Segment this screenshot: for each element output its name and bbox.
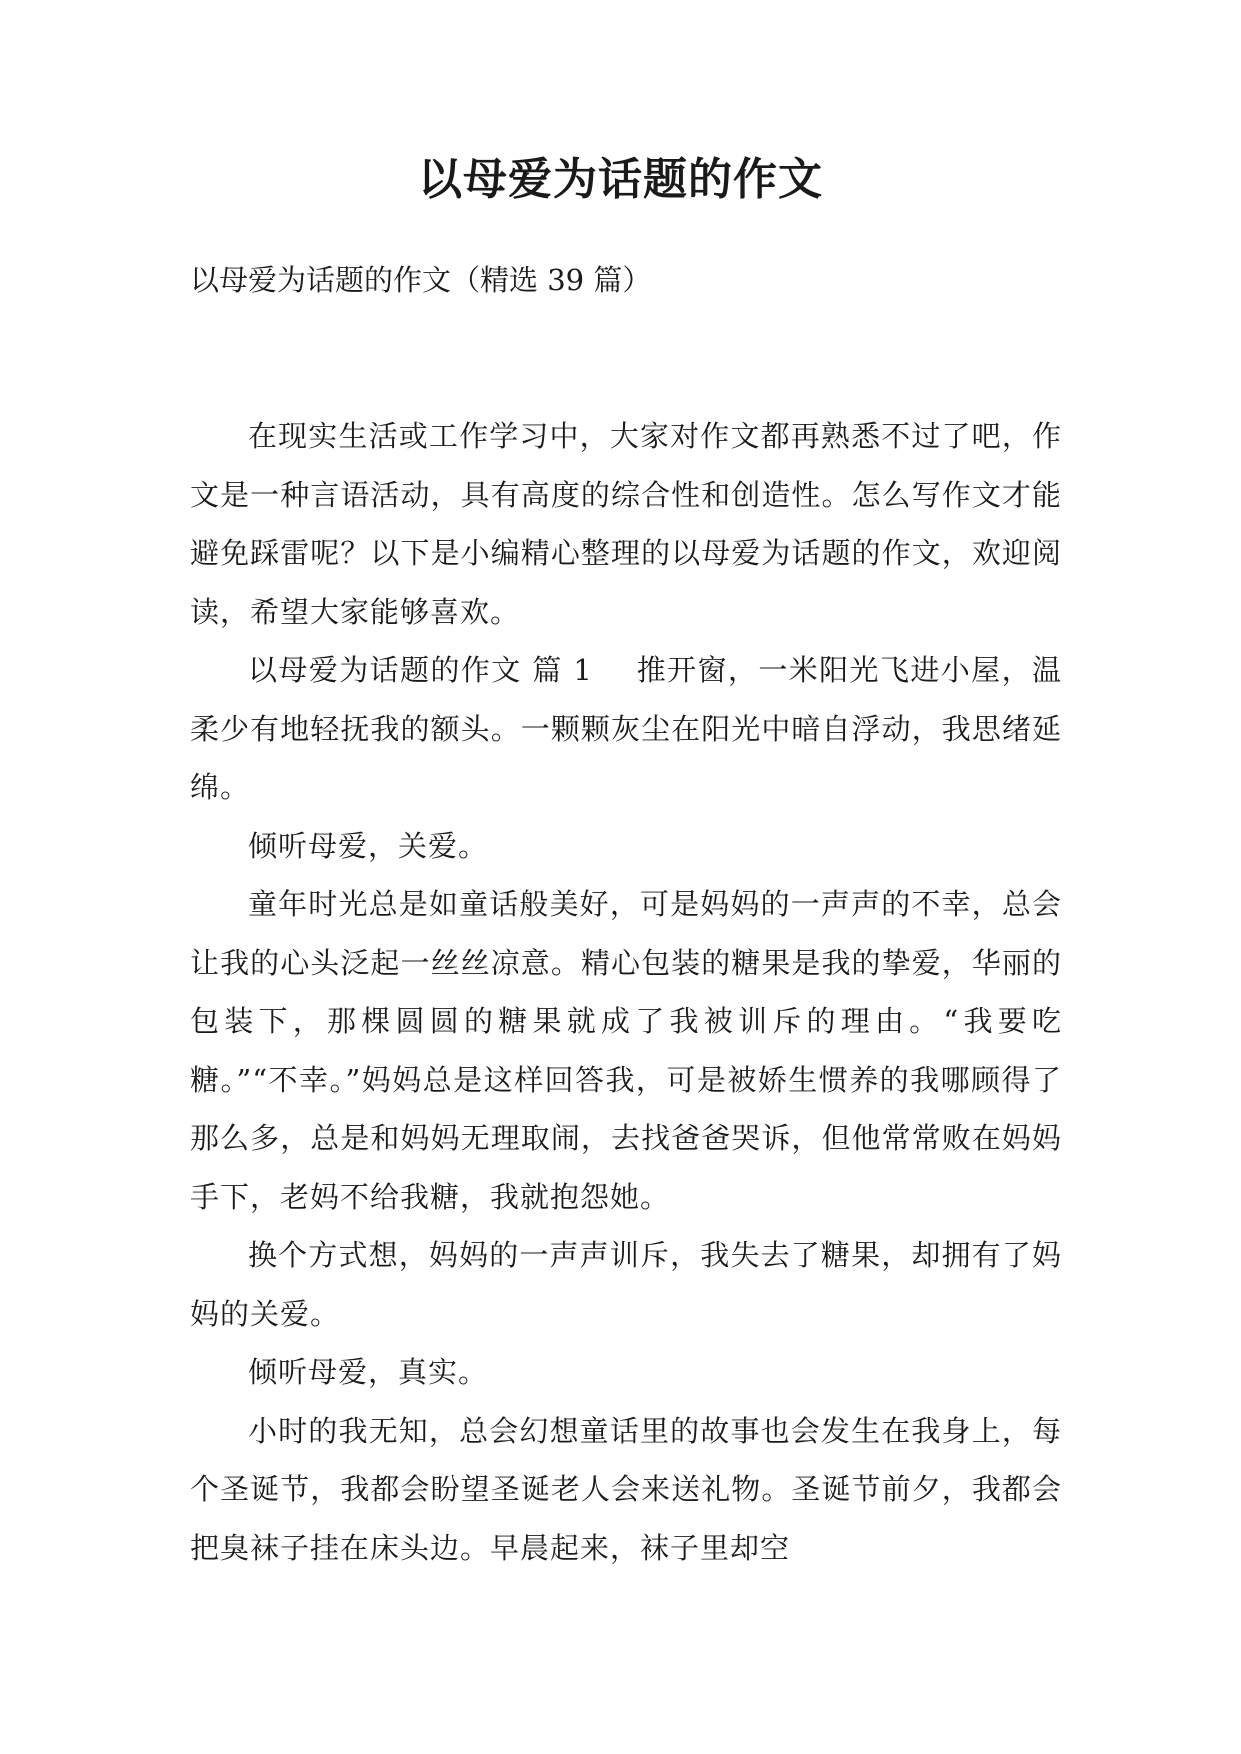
document-subtitle: 以母爱为话题的作文（精选 39 篇） [190,263,652,297]
body-paragraph: 换个方式想，妈妈的一声声训斥，我失去了糖果，却拥有了妈妈的关爱。 [190,1238,1062,1331]
body-paragraph: 倾听母爱，关爱。 [248,828,489,863]
body-paragraph: 倾听母爱，真实。 [248,1355,489,1389]
body-paragraph: 童年时光总是如童话般美好，可是妈妈的一声声的不幸，总会让我的心头泛起一丝丝凉意。精心包装的糖果是我的挚爱，华丽的包装下，那棵圆圆的糖果就成了我被训斥的理由。“我要吃糖。”“不幸。”妈妈总是这样回答我，可是被娇生惯养的我哪顾得了那么多，总是和妈妈无理取闹，去找爸爸哭诉，但他常常败在妈妈手下，老妈不给我糖，我就抱怨她。 [190,887,1062,1214]
document-title: 以母爱为话题的作文 [418,154,823,205]
section-1-text: 推开窗，一米阳光飞进小屋，温柔少有地轻抚我的额头。一颗颗灰尘在阳光中暗自浮动，我思绪延绵。 [190,653,1062,804]
document-body [190,407,1062,1577]
section-1-paragraph [190,641,1062,817]
body-paragraph: 小时的我无知，总会幻想童话里的故事也会发生在我身上，每个圣诞节，我都会盼望圣诞老人会来送礼物。圣诞节前夕，我都会把臭袜子挂在床头边。早晨起来，袜子里却空 [190,1413,1062,1565]
section-1-label: 以母爱为话题的作文 篇 1 [248,653,593,687]
intro-paragraph: 在现实生活或工作学习中，大家对作文都再熟悉不过了吧，作文是一种言语活动，具有高度的综合性和创造性。怎么写作文才能避免踩雷呢？以下是小编精心整理的以母爱为话题的作文，欢迎阅读，希望大家能够喜欢。 [190,419,1062,629]
